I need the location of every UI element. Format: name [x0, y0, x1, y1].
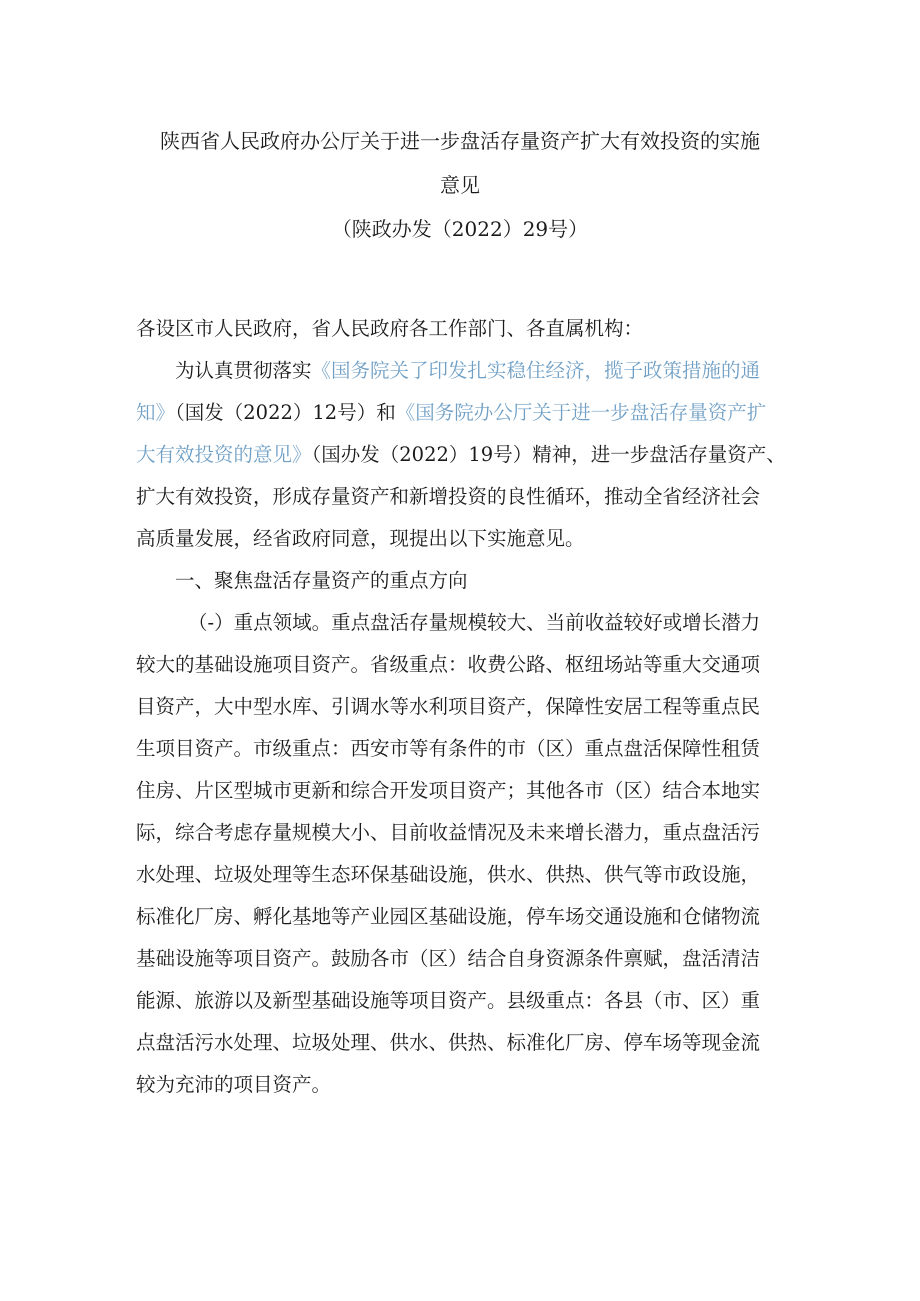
document-title-line1: 陕西省人民政府办公厅关于进一步盘活存量资产扩大有效投资的实施: [160, 129, 760, 153]
para1-line4: 扩大有效投资，形成存量资产和新增投资的良性循环，推动全省经济社会: [136, 485, 761, 508]
para2-line: （-）重点领域。重点盘活存量规模较大、当前收益较好或增长潜力: [188, 611, 761, 634]
para1-line2: [136, 392, 786, 434]
para2-line: 住房、片区型城市更新和综合开发项目资产；其他各市（区）结合本地实: [136, 779, 761, 802]
para2-line: 点盘活污水处理、垃圾处理、供水、供热、标准化厂房、停车场等现金流: [136, 1031, 761, 1054]
policy-link-guobanfa-19-end[interactable]: 大有效投资的意见》: [136, 443, 312, 466]
policy-link-guofa-12[interactable]: 《国务院关了印发扎实稳住经济，揽子政策措施的通: [311, 359, 761, 382]
policy-link-guobanfa-19[interactable]: 《国务院办公厅关于进一步盘活存量资产扩: [395, 401, 767, 424]
para2-line: 目资产，大中型水库、引调水等水利项目资产，保障性安居工程等重点民: [136, 695, 761, 718]
document-title-line2: 意见: [440, 173, 480, 197]
para1-text: 为认真贯彻落实: [175, 359, 312, 382]
para1-line5: 高质量发展，经省政府同意，现提出以下实施意见。: [136, 527, 585, 550]
para2-line: 生项目资产。市级重点：西安市等有条件的市（区）重点盘活保障性租赁: [136, 737, 761, 760]
salutation: 各设区市人民政府，省人民政府各工作部门、各直属机构：: [136, 317, 644, 340]
para1-text: （国办发（2022）19号）精神，进一步盘活存量资产、: [311, 443, 786, 466]
para2-line: 基础设施等项目资产。鼓励各市（区）结合自身资源条件禀赋，盘活清洁: [136, 947, 761, 970]
policy-link-guofa-12-end[interactable]: 知》: [136, 401, 176, 424]
para2-line: 能源、旅游以及新型基础设施等项目资产。县级重点：各县（市、区）重: [136, 989, 761, 1012]
para1-text: （国发（2022）12号）和: [175, 401, 396, 424]
para1-line3: [136, 434, 786, 476]
para2-line: 较为充沛的项目资产。: [136, 1073, 332, 1096]
document-number: （陕政办发（2022）29号）: [331, 217, 589, 241]
para2-line: 际，综合考虑存量规模大小、目前收益情况及未来增长潜力，重点盘活污: [136, 821, 761, 844]
section1-heading: 一、聚焦盘活存量资产的重点方向: [175, 569, 468, 592]
para2-line: 较大的基础设施项目资产。省级重点：收费公路、枢纽场站等重大交通项: [136, 653, 761, 676]
document-body: [136, 308, 786, 1106]
para2-line: 水处理、垃圾处理等生态环保基础设施，供水、供热、供气等市政设施，: [136, 863, 761, 886]
para2-line: 标准化厂房、孵化基地等产业园区基础设施，停车场交通设施和仓储物流: [136, 905, 761, 928]
para1-line1: [136, 350, 786, 392]
